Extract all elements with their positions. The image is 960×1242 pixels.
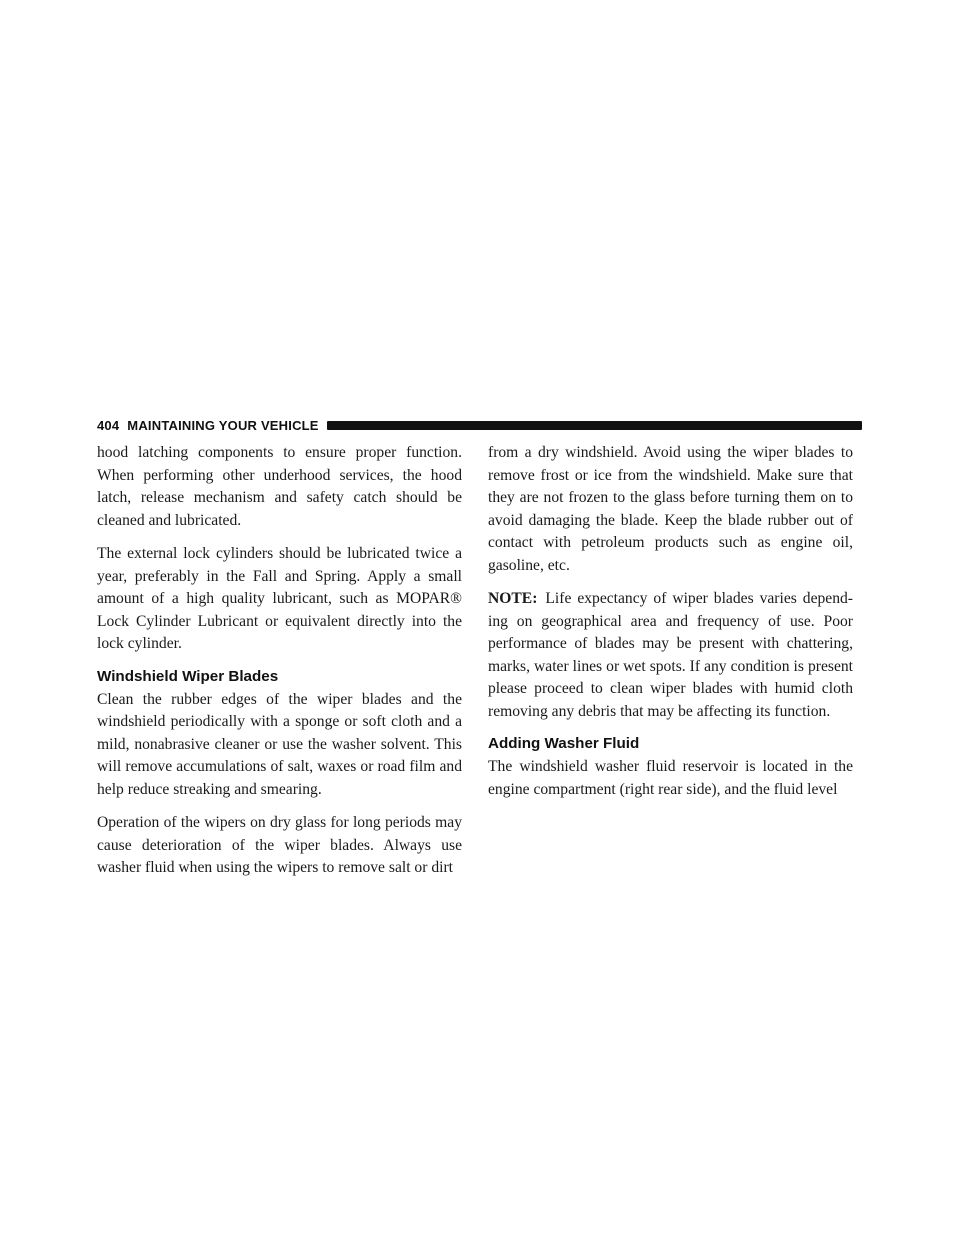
header-text <box>97 418 319 433</box>
page-number: 404 <box>97 417 120 433</box>
section-title: MAINTAINING YOUR VEHICLE <box>127 417 319 433</box>
wiper-cleaning-paragraph: Clean the rubber edges of the wiper blades and the windshield periodically with a sponge or soft cloth and a mild, nonabrasive cleaner or use the washer solvent. This will remove accumulations of salt, waxes or road film and help reduce streaking and smearing. <box>97 690 462 798</box>
left-column <box>97 442 462 891</box>
note-text: Life expectancy of wiper blades varies depend-ing on geographical area and frequency of use. Poor performance of blades may be present with chattering, marks, water lines or wet spots. If any condition is present please proceed to clean wiper blades with humid cloth removing any debris that may be affecting its function. <box>488 590 853 720</box>
washer-fluid-paragraph: The windshield washer fluid reservoir is located in the engine compartment (right rear side), and the fluid level <box>488 758 853 798</box>
hood-latch-paragraph: hood latching components to ensure proper function. When performing other underhood services, the hood latch, release mechanism and safety catch should be cleaned and lubricated. <box>97 444 462 529</box>
wiper-operation-paragraph: Operation of the wipers on dry glass for long periods may cause deterioration of the wiper blades. Always use washer fluid when using the wipers to remove salt or dirt <box>97 814 462 876</box>
page-header <box>97 416 862 434</box>
washer-fluid-heading: Adding Washer Fluid <box>488 735 640 752</box>
right-column <box>488 442 853 812</box>
header-rule <box>327 421 862 430</box>
note-paragraph <box>488 588 853 723</box>
wiper-continuation-paragraph: from a dry windshield. Avoid using the wiper blades to remove frost or ice from the windshield. Make sure that they are not frozen to the glass before turning them on to avoid damaging the blade. Keep the blade rubber out of contact with petroleum products such as engine oil, gasoline, etc. <box>488 444 853 574</box>
wiper-blades-heading: Windshield Wiper Blades <box>97 667 279 685</box>
lock-cylinder-paragraph: The external lock cylinders should be lubricated twice a year, preferably in the Fall and Spring. Apply a small amount of a high quality lubricant, such as MOPAR® Lock Cylinder Lubricant or equivalent directly into the lock cylinder. <box>97 545 462 652</box>
note-label: NOTE: <box>488 590 538 607</box>
